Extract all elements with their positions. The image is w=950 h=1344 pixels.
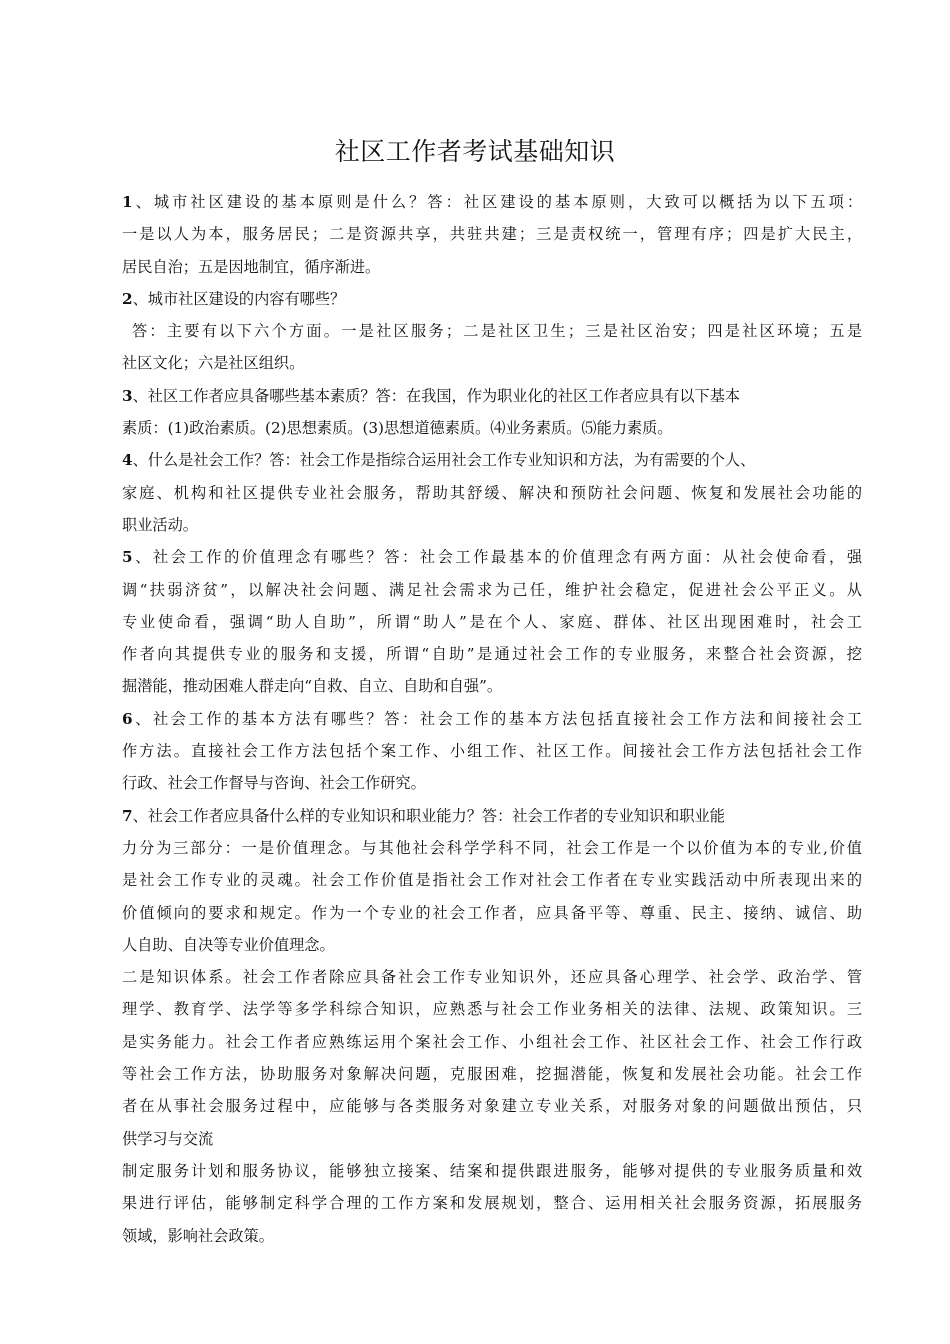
document-body (122, 186, 862, 1252)
text-line (122, 993, 862, 1025)
question-number: 2 (122, 289, 133, 308)
line-text: 价值倾向的要求和规定。作为一个专业的社会工作者，应具备平等、尊重、民主、接纳、诚信、助 (122, 903, 862, 922)
line-text: 是实务能力。社会工作者应熟练运用个案社会工作、小组社会工作、社区社会工作、社会工作行政 (122, 1032, 862, 1051)
text-line (122, 509, 862, 541)
line-text: 、社会工作的价值理念有哪些？答：社会工作最基本的价值理念有两方面：从社会使命看，强 (132, 548, 862, 567)
line-text: 、城市社区建设的基本原则是什么？答：社区建设的基本原则，大致可以概括为以下五项： (132, 193, 862, 211)
line-text: 供学习与交流 (122, 1129, 214, 1148)
line-text: 、社会工作的基本方法有哪些？答：社会工作的基本方法包括直接社会工作方法和间接社会工 (132, 709, 862, 728)
line-text: 一是以人为本，服务居民；二是资源共享，共驻共建；三是责权统一，管理有序；四是扩大民主， (122, 225, 862, 244)
text-line (122, 1026, 862, 1058)
line-text: 、城市社区建设的内容有哪些？ (132, 289, 346, 308)
line-text: 等社会工作方法，协助服务对象解决问题，克服困难，挖掘潜能，恢复和发展社会功能。社会工作 (122, 1065, 862, 1084)
text-line (122, 1090, 862, 1122)
question-number: 1 (122, 193, 133, 211)
line-text: 作方法。直接社会工作方法包括个案工作、小组工作、社区工作。间接社会工作方法包括社会工作 (122, 742, 862, 761)
line-text: 、社会工作者应具备什么样的专业知识和职业能力？答：社会工作者的专业知识和职业能 (132, 806, 725, 825)
text-line (122, 1220, 862, 1252)
text-line (122, 897, 862, 929)
question-line (122, 186, 862, 218)
text-line (122, 412, 862, 444)
line-text: 专业使命看，强调“助人自助”，所谓“助人”是在个人、家庭、群体、社区出现困难时，社会工 (122, 612, 862, 631)
text-line (122, 638, 862, 670)
text-line (122, 864, 862, 896)
question-number: 7 (122, 806, 133, 825)
line-text: 力分为三部分：一是价值理念。与其他社会科学学科不同，社会工作是一个以价值为本的专业,价值 (122, 838, 862, 857)
text-line (122, 477, 862, 509)
line-text: 职业活动。 (122, 515, 198, 534)
question-line (122, 703, 862, 735)
text-line (122, 1187, 862, 1219)
line-text: 领域，影响社会政策。 (122, 1226, 274, 1245)
line-text: 人自助、自决等专业价值理念。 (122, 935, 335, 954)
line-text: 素质：(1)政治素质。(2)思想素质。(3)思想道德素质。⑷业务素质。⑸能力素质。 (122, 419, 673, 438)
question-number: 4 (122, 451, 133, 470)
question-line (122, 800, 862, 832)
text-line (122, 574, 862, 606)
line-text: 作者向其提供专业的服务和支援，所谓“自助”是通过社会工作的专业服务，来整合社会资源，挖 (122, 645, 862, 664)
line-text: 果进行评估，能够制定科学合理的工作方案和发展规划，整合、运用相关社会服务资源，拓展服务 (122, 1194, 862, 1213)
text-line (122, 218, 862, 250)
text-line (122, 347, 862, 379)
line-text: 行政、社会工作督导与咨询、社会工作研究。 (122, 774, 426, 793)
question-line (122, 380, 862, 412)
line-text: 者在从事社会服务过程中，应能够与各类服务对象建立专业关系，对服务对象的问题做出预估，只 (122, 1097, 862, 1116)
question-line (122, 444, 862, 476)
text-line (122, 929, 862, 961)
line-text: 家庭、机构和社区提供专业社会服务，帮助其舒缓、解决和预防社会问题、恢复和发展社会功能的 (122, 483, 862, 502)
line-text: 调“扶弱济贫”，以解决社会问题、满足社会需求为己任，维护社会稳定，促进社会公平正义。从 (122, 580, 862, 599)
question-number: 5 (122, 548, 133, 567)
line-text: 、社区工作者应具备哪些基本素质？答：在我国，作为职业化的社区工作者应具有以下基本 (132, 386, 741, 405)
line-text: 理学、教育学、法学等多学科综合知识，应熟悉与社会工作业务相关的法律、法规、政策知识。三 (122, 1000, 862, 1019)
text-line (122, 606, 862, 638)
line-text: 答：主要有以下六个方面。一是社区服务；二是社区卫生；三是社区治安；四是社区环境；五是 (132, 322, 862, 341)
text-line (122, 1155, 862, 1187)
line-text: 社区文化；六是社区组织。 (122, 354, 305, 373)
text-line (122, 767, 862, 799)
question-line (122, 541, 862, 573)
line-text: 居民自治；五是因地制宜，循序渐进。 (122, 257, 381, 276)
question-number: 3 (122, 386, 133, 405)
question-number: 6 (122, 709, 133, 728)
text-line (122, 251, 862, 283)
line-text: 是社会工作专业的灵魂。社会工作价值是指社会工作对社会工作者在专业实践活动中所表现出来的 (122, 871, 862, 890)
text-line (122, 961, 862, 993)
line-text: 制定服务计划和服务协议，能够独立接案、结案和提供跟进服务，能够对提供的专业服务质量和效 (122, 1161, 862, 1180)
line-text: 掘潜能，推动困难人群走向“自救、自立、自助和自强”。 (122, 677, 503, 696)
text-line (122, 1123, 862, 1155)
text-line (122, 735, 862, 767)
text-line (122, 670, 862, 702)
text-line (122, 1058, 862, 1090)
text-line (122, 315, 862, 347)
page-title: 社区工作者考试基础知识 (334, 137, 616, 166)
line-text: 、什么是社会工作？答：社会工作是指综合运用社会工作专业知识和方法，为有需要的个人、 (132, 451, 756, 470)
line-text: 二是知识体系。社会工作者除应具备社会工作专业知识外，还应具备心理学、社会学、政治学、管 (122, 968, 862, 987)
text-line (122, 832, 862, 864)
question-line (122, 283, 862, 315)
